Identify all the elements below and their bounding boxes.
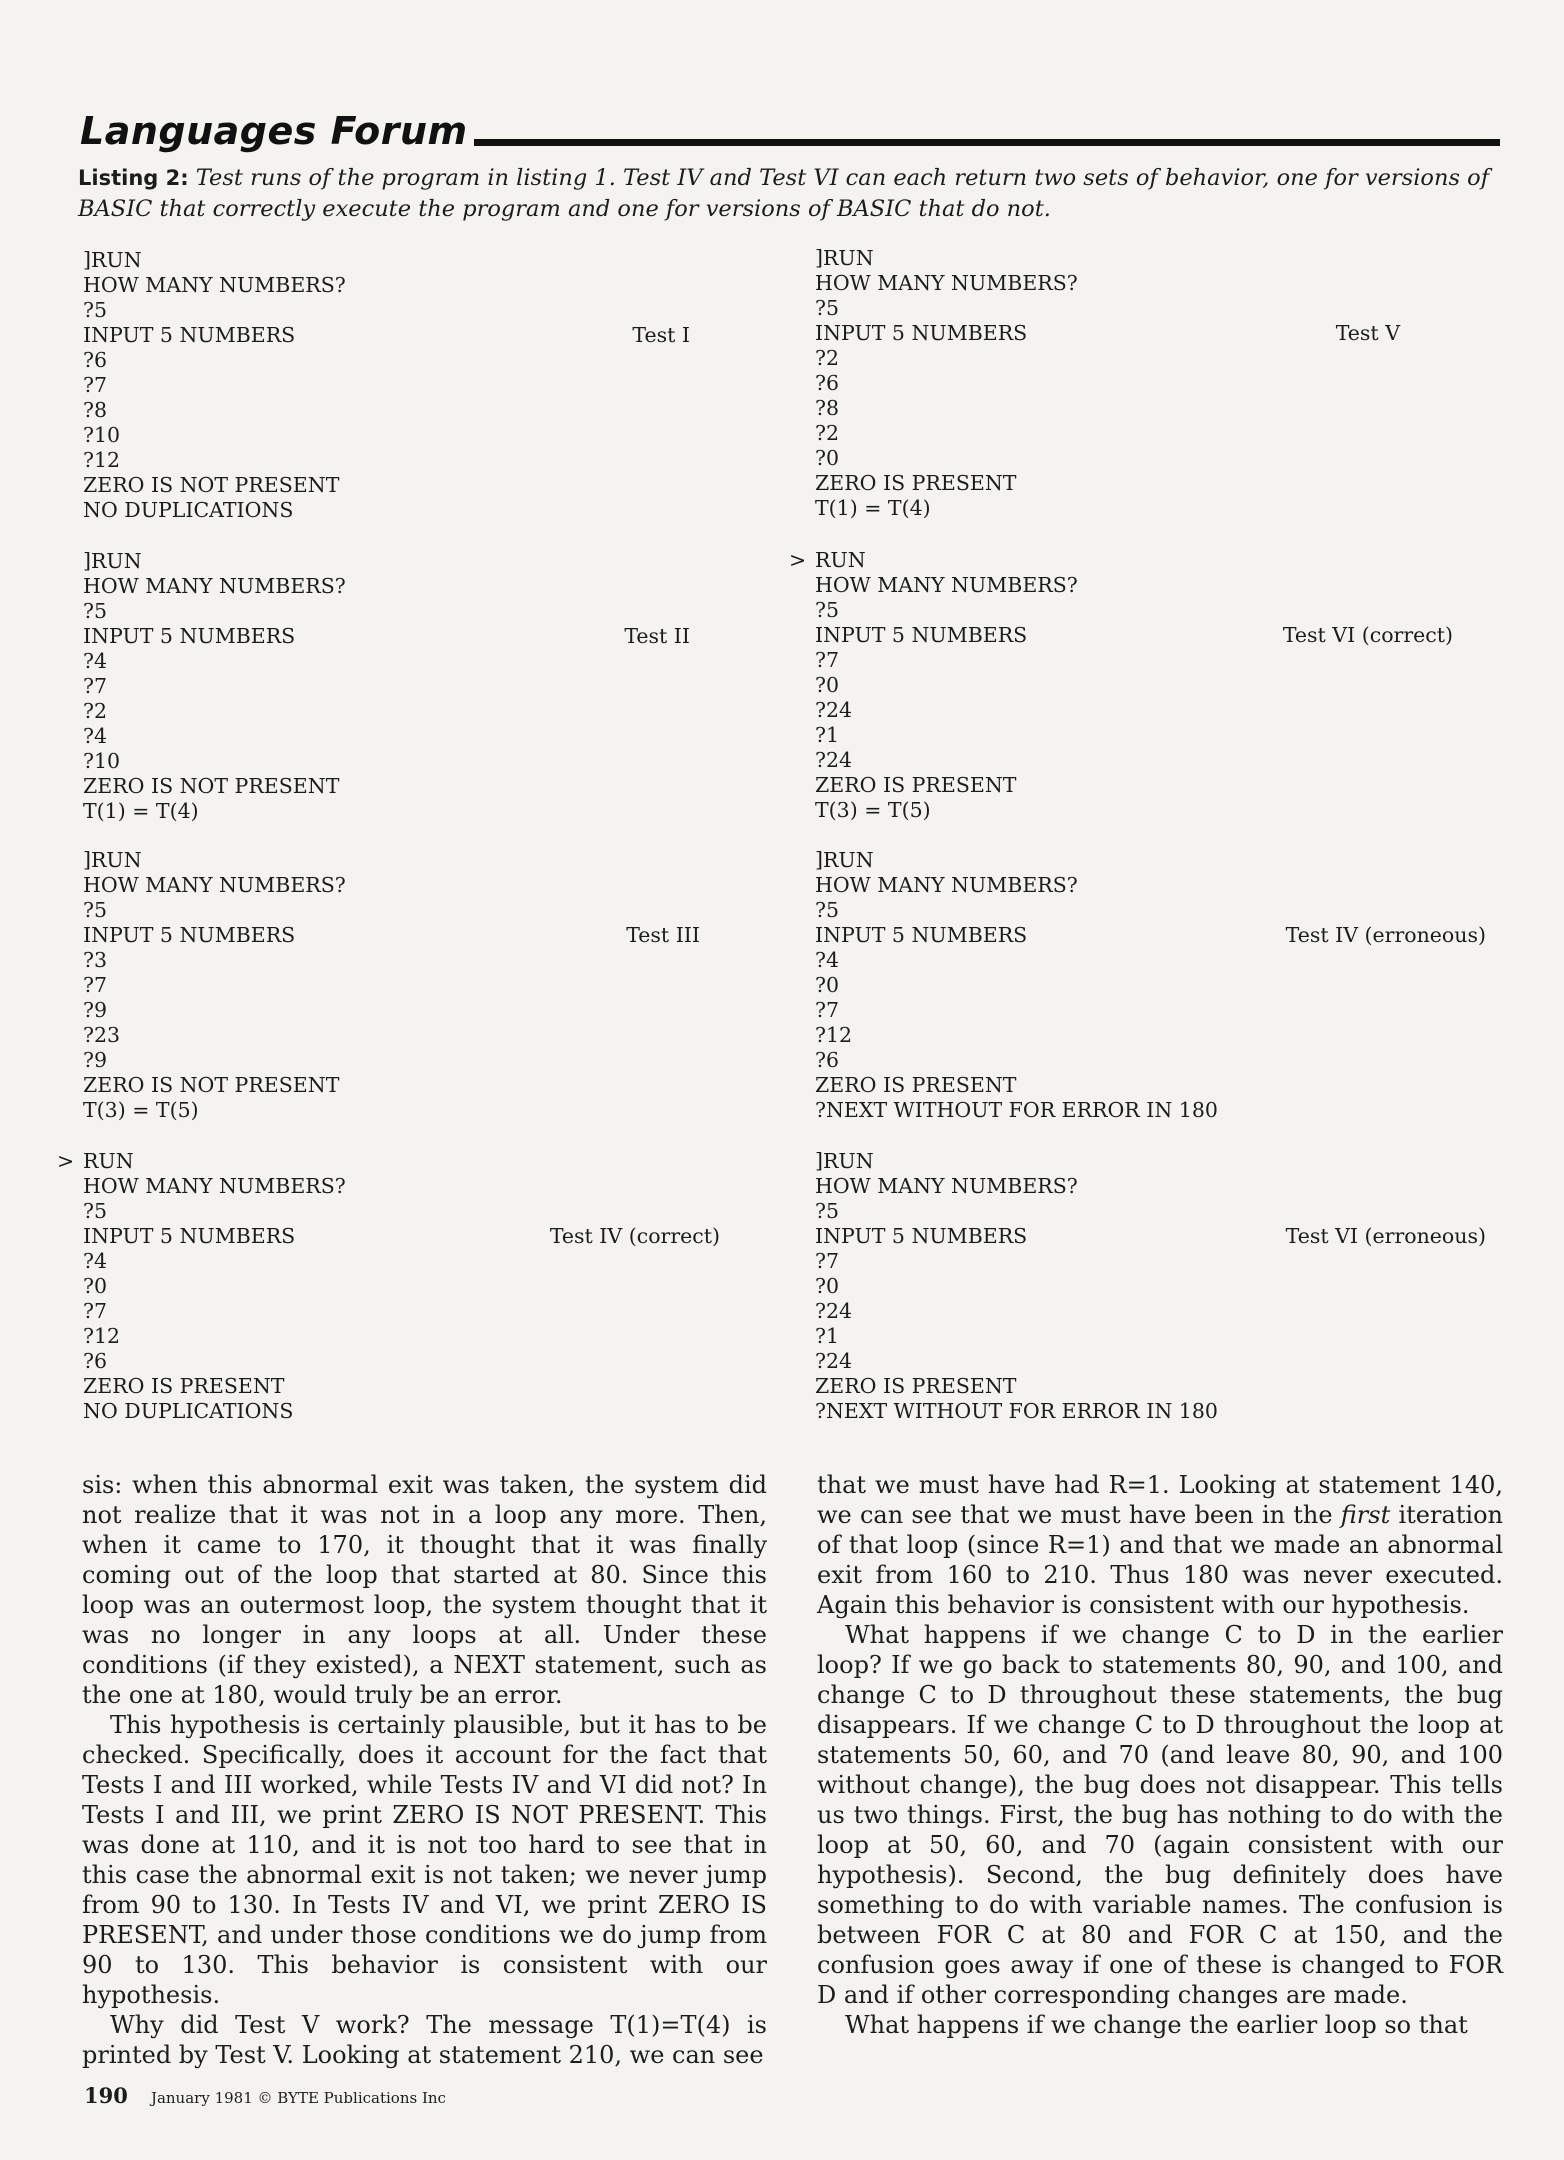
test-label: Test V bbox=[1335, 321, 1400, 345]
output-line: ?4 bbox=[83, 1249, 108, 1273]
output-line: ?4 bbox=[815, 948, 840, 972]
output-line: ?7 bbox=[83, 373, 108, 397]
output-line: ZERO IS NOT PRESENT bbox=[83, 1073, 340, 1097]
output-line: ?24 bbox=[815, 748, 853, 772]
output-line: ?0 bbox=[815, 673, 840, 697]
text-run: iteration of that loop (since R=1) and that we made an abnormal exit from 160 to 210. Thus 180 was never executed. Again this behavior is consistent with our hypothesis. bbox=[817, 1501, 1503, 1619]
output-line: INPUT 5 NUMBERS bbox=[815, 623, 1028, 647]
output-line: HOW MANY NUMBERS? bbox=[815, 873, 1078, 897]
output-line: ?24 bbox=[815, 698, 853, 722]
paragraph: What happens if we change C to D in the earlier loop? If we go back to statements 80, 90, and 100, and change C to D throughout these statements, the bug disappears. If we change C to D throughout the loop at statements 50, 60, and 70 (and leave 80, 90, and 100 without change), the bug does not disappear. This tells us two things. First, the bug has nothing to do with the loop at 50, 60, and 70 (again consistent with our hypothesis). Second, the bug definitely does have something to do with variable names. The confusion is between FOR C at 80 and FOR C at 150, and the confusion goes away if one of these is changed to FOR D and if other corresponding changes are made. bbox=[817, 1621, 1503, 2009]
line-marker: > bbox=[789, 548, 807, 572]
output-line: ?2 bbox=[83, 699, 108, 723]
output-line: ?24 bbox=[815, 1299, 853, 1323]
caption-label: Listing 2: bbox=[78, 166, 189, 190]
output-line: ZERO IS NOT PRESENT bbox=[83, 774, 340, 798]
output-line: ZERO IS PRESENT bbox=[815, 471, 1017, 495]
listing-caption bbox=[78, 163, 1498, 225]
output-line: ?5 bbox=[815, 598, 840, 622]
output-line: ]RUN bbox=[83, 549, 142, 573]
output-line: ?12 bbox=[83, 448, 121, 472]
line-marker: > bbox=[57, 1149, 75, 1173]
output-line: ]RUN bbox=[815, 848, 874, 872]
output-line: ]RUN bbox=[83, 248, 142, 272]
run-block bbox=[815, 246, 1455, 521]
test-label: Test I bbox=[632, 323, 690, 347]
text-run: that we must have had R=1. Looking at statement 140, we can see that we must have been in the bbox=[817, 1471, 1503, 1529]
output-line: INPUT 5 NUMBERS bbox=[815, 1224, 1028, 1248]
header-rule bbox=[474, 139, 1500, 146]
run-block bbox=[789, 548, 1455, 823]
section-header bbox=[80, 100, 1500, 153]
page-number: 190 bbox=[84, 2083, 128, 2108]
output-line: HOW MANY NUMBERS? bbox=[83, 273, 346, 297]
caption-text: Test runs of the program in listing 1. Test IV and Test VI can each return two sets of behavior, one for versions of BASIC that correctly execute the program and one for versions of BASIC that do not. bbox=[78, 165, 1490, 222]
output-line: ?4 bbox=[83, 724, 108, 748]
test-label: Test III bbox=[626, 923, 700, 947]
output-line: ?5 bbox=[83, 1199, 108, 1223]
body-column-right bbox=[817, 1470, 1503, 2040]
output-line: HOW MANY NUMBERS? bbox=[83, 574, 346, 598]
output-line: INPUT 5 NUMBERS bbox=[83, 323, 296, 347]
run-block bbox=[83, 248, 723, 523]
body-column-left bbox=[82, 1470, 767, 2070]
run-block bbox=[57, 1149, 723, 1424]
run-block bbox=[83, 549, 723, 824]
output-line: ?12 bbox=[815, 1023, 853, 1047]
output-line: ?7 bbox=[83, 973, 108, 997]
output-line: ?0 bbox=[83, 1274, 108, 1298]
output-line: ZERO IS NOT PRESENT bbox=[83, 473, 340, 497]
emphasis: first bbox=[1340, 1501, 1391, 1529]
output-line: ?12 bbox=[83, 1324, 121, 1348]
output-line: ?0 bbox=[815, 446, 840, 470]
output-line: ?9 bbox=[83, 1048, 108, 1072]
paragraph: sis: when this abnormal exit was taken, the system did not realize that it was not in a loop any more. Then, when it came to 170, it thought that it was finally coming out of the loop that started at 80. Since this loop was an outermost loop, the system thought that it was no longer in any loops at all. Under these conditions (if they existed), a NEXT statement, such as the one at 180, would truly be an error. bbox=[82, 1471, 767, 1709]
output-line: ]RUN bbox=[815, 1149, 874, 1173]
test-label: Test VI (correct) bbox=[1282, 623, 1453, 647]
output-line: INPUT 5 NUMBERS bbox=[83, 923, 296, 947]
output-line: HOW MANY NUMBERS? bbox=[83, 873, 346, 897]
output-line: ?7 bbox=[83, 1299, 108, 1323]
output-line: ZERO IS PRESENT bbox=[815, 773, 1017, 797]
page-footer bbox=[84, 2083, 446, 2108]
output-line: HOW MANY NUMBERS? bbox=[815, 1174, 1078, 1198]
output-line: ?7 bbox=[83, 674, 108, 698]
footer-text: January 1981 © BYTE Publications Inc bbox=[150, 2089, 446, 2107]
output-line: ?5 bbox=[815, 898, 840, 922]
output-line: ?8 bbox=[815, 396, 840, 420]
run-block bbox=[83, 848, 723, 1123]
output-line: RUN bbox=[815, 548, 866, 572]
output-line: ?7 bbox=[815, 1249, 840, 1273]
output-line: HOW MANY NUMBERS? bbox=[83, 1174, 346, 1198]
output-line: HOW MANY NUMBERS? bbox=[815, 573, 1078, 597]
output-line: INPUT 5 NUMBERS bbox=[815, 923, 1028, 947]
output-line: ?7 bbox=[815, 648, 840, 672]
output-line: ?24 bbox=[815, 1349, 853, 1373]
output-line: ?6 bbox=[815, 371, 840, 395]
test-label: Test II bbox=[624, 624, 690, 648]
output-line: T(1) = T(4) bbox=[815, 496, 931, 520]
output-line: ?10 bbox=[83, 423, 121, 447]
output-line: ZERO IS PRESENT bbox=[815, 1073, 1017, 1097]
output-line: ?0 bbox=[815, 973, 840, 997]
output-line: ?5 bbox=[83, 599, 108, 623]
section-title: Languages Forum bbox=[80, 109, 468, 153]
test-label: Test IV (erroneous) bbox=[1285, 923, 1486, 947]
output-line: ?1 bbox=[815, 723, 840, 747]
output-line: ?8 bbox=[83, 398, 108, 422]
run-block bbox=[815, 848, 1455, 1123]
output-line: T(3) = T(5) bbox=[83, 1098, 199, 1122]
output-line: ?2 bbox=[815, 421, 840, 445]
output-line: HOW MANY NUMBERS? bbox=[815, 271, 1078, 295]
output-line: NO DUPLICATIONS bbox=[83, 498, 294, 522]
output-line: NO DUPLICATIONS bbox=[83, 1399, 294, 1423]
output-line: ?5 bbox=[83, 298, 108, 322]
output-line: T(1) = T(4) bbox=[83, 799, 199, 823]
output-line: ]RUN bbox=[815, 246, 874, 270]
output-line: ?7 bbox=[815, 998, 840, 1022]
output-line: ?5 bbox=[815, 1199, 840, 1223]
output-line: ?4 bbox=[83, 649, 108, 673]
paragraph bbox=[817, 1470, 1503, 1620]
output-line: ZERO IS PRESENT bbox=[83, 1374, 285, 1398]
output-line: ?6 bbox=[83, 1349, 108, 1373]
output-line: ?5 bbox=[83, 898, 108, 922]
output-line: ?0 bbox=[815, 1274, 840, 1298]
output-line: ZERO IS PRESENT bbox=[815, 1374, 1017, 1398]
paragraph: Why did Test V work? The message T(1)=T(4) is printed by Test V. Looking at statement 210, we can see bbox=[82, 2011, 767, 2069]
output-line: RUN bbox=[83, 1149, 134, 1173]
output-line: ?1 bbox=[815, 1324, 840, 1348]
output-line: ?9 bbox=[83, 998, 108, 1022]
output-line: ?6 bbox=[83, 348, 108, 372]
output-line: ?10 bbox=[83, 749, 121, 773]
output-line: T(3) = T(5) bbox=[815, 798, 931, 822]
output-line: INPUT 5 NUMBERS bbox=[83, 624, 296, 648]
output-line: ?2 bbox=[815, 346, 840, 370]
run-block bbox=[815, 1149, 1455, 1424]
paragraph: What happens if we change the earlier loop so that bbox=[845, 2011, 1468, 2039]
output-line: INPUT 5 NUMBERS bbox=[83, 1224, 296, 1248]
output-line: ?NEXT WITHOUT FOR ERROR IN 180 bbox=[815, 1098, 1218, 1122]
output-line: ?3 bbox=[83, 948, 108, 972]
output-line: ?6 bbox=[815, 1048, 840, 1072]
test-label: Test IV (correct) bbox=[549, 1224, 720, 1248]
output-line: ?NEXT WITHOUT FOR ERROR IN 180 bbox=[815, 1399, 1218, 1423]
paragraph: This hypothesis is certainly plausible, but it has to be checked. Specifically, does it account for the fact that Tests I and III worked, while Tests IV and VI did not? In Tests I and III, we print ZERO IS NOT PRESENT. This was done at 110, and it is not too hard to see that in this case the abnormal exit is not taken; we never jump from 90 to 130. In Tests IV and VI, we print ZERO IS PRESENT, and under those conditions we do jump from 90 to 130. This behavior is consistent with our hypothesis. bbox=[82, 1711, 767, 2009]
output-line: ?23 bbox=[83, 1023, 121, 1047]
output-line: ]RUN bbox=[83, 848, 142, 872]
output-line: ?5 bbox=[815, 296, 840, 320]
output-line: INPUT 5 NUMBERS bbox=[815, 321, 1028, 345]
test-label: Test VI (erroneous) bbox=[1285, 1224, 1486, 1248]
